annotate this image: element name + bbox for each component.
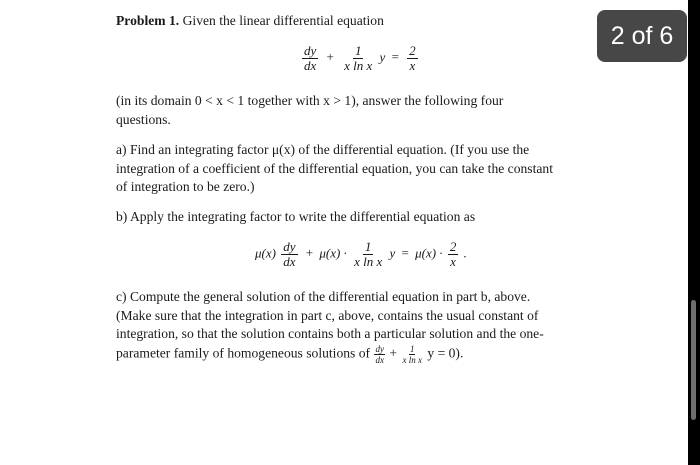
domain-text: (in its domain 0 < x < 1 together with x > 1), answer the following four questions. [116, 93, 504, 127]
scrollbar-thumb[interactable] [691, 300, 696, 420]
problem-intro [116, 12, 586, 31]
eq1-coefficient: $\frac{1}{\text{x ln x}}$ [344, 43, 373, 73]
eq2-dydx: $\frac{dy}{dx}$ [283, 239, 296, 269]
part-c: c) Compute the general solution of the differential equation in part b, above. (Make sure that the integration in part c, above, contains the usual constant of integration, so that the solution contains both a particular solution and the one- parameter family of homogeneous solutions of $\frac{dy}{dx}$ + $\frac{1}{\text{x ln x}}$ y = 0). [116, 288, 586, 365]
equation-1: $\frac{dy}{dx}$ + $\frac{1}{\text{x ln x}}$ y = $\frac{2}{x}$ [304, 43, 416, 73]
eq1-dydx: $\frac{dy}{dx}$ [304, 43, 317, 73]
part-b: b) Apply the integrating factor to write the differential equation as [116, 209, 476, 224]
problem-label: Problem 1. [116, 13, 180, 28]
eq2-rhs: $\frac{2}{x}$ [449, 239, 457, 269]
vertical-scrollbar[interactable] [688, 0, 700, 465]
problem-intro-text: Given the linear differential equation [182, 13, 384, 28]
eq1-rhs: $\frac{2}{x}$ [409, 43, 416, 73]
part-a: a) Find an integrating factor μ(x) of the differential equation. (If you use the integration of a coefficient of the differential equation, you can take the constant of integration to be zero.) [116, 142, 553, 194]
eq2-coefficient: $\frac{1}{\text{x ln x}}$ [354, 239, 383, 269]
equation-2: μ(x) $\frac{dy}{dx}$ + μ(x) · $\frac{1}{\text{x ln x}}$ y = μ(x) · $\frac{2}{x}$ . [255, 239, 467, 269]
page-indicator: 2 of 6 [597, 10, 687, 62]
part-c-line4: parameter family of homogeneous solutions of $\frac{dy}{dx}$ + $\frac{1}{\text{x ln x}}$ y = 0). [116, 343, 464, 365]
